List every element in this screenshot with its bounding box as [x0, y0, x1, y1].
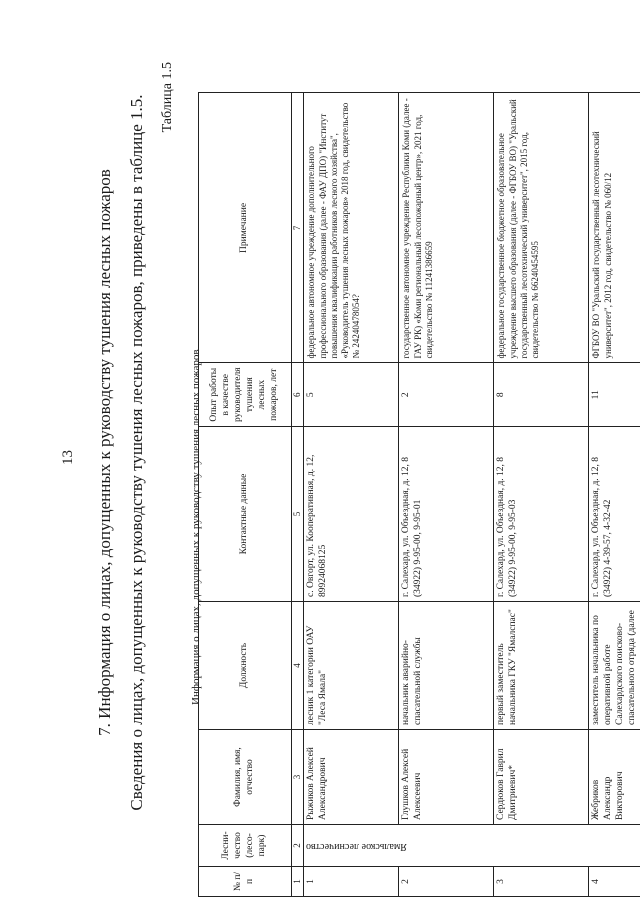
person-name: Глушков Алексей Алексеевич: [399, 730, 494, 825]
col-number: 5: [292, 427, 304, 602]
col-header-contacts: Контактные данные: [199, 427, 292, 602]
col-header-forestry: Лесни-чество (лесо-парк): [199, 825, 292, 867]
person-notes: государственное автономное учреждение Республики Коми (далее - ГАУ РК) «Коми региональный лесопожарный центр», 2021 год, свидетельство № 11241386659: [399, 93, 494, 363]
person-notes: федеральное государственное бюджетное образовательное учреждение высшего образования (далее - ФГБОУ ВО) "Уральский государственный лесотехнический университет", 2015 год, свидетельство № 66240454595: [494, 93, 589, 363]
col-number: 3: [292, 730, 304, 825]
section-heading: 7. Информация о лицах, допущенных к руководству тушения лесных пожаров: [95, 169, 114, 736]
person-experience: 2: [399, 363, 494, 427]
person-contacts: г. Салехард, ул. Объездная, д. 12, 8 (34922) 9-95-00, 9-95-01: [399, 427, 494, 602]
col-header-name: Фамилия, имя, отчество: [199, 730, 292, 825]
person-experience: 5: [304, 363, 399, 427]
table-caption: Информация о лицах, допущенных к руководству тушения лесных пожаров: [190, 349, 202, 705]
col-header-experience: Опыт работы в качестве руководителя тушения лесных пожаров, лет: [199, 363, 292, 427]
table-header-row: [199, 93, 292, 897]
person-notes: федеральное автономное учреждение дополнительного профессионального образования (далее - ФАУ ДПО) "Институт повышения квалификации работников лесного хозяйства", «Руководитель тушения лесных пожаров» 2018 год, свидетельство № 24240478054?: [304, 93, 399, 363]
person-name: Сердюков Гаврил Дмитриевич*: [494, 730, 589, 825]
table-label: Таблица 1.5: [160, 62, 175, 133]
row-number: 3: [494, 867, 589, 897]
person-notes: ФГБОУ ВО "Уральский государственный лесотехнический университет", 2012 год, свидетельство № 060/12: [589, 93, 640, 363]
forestry-cell: [304, 825, 640, 867]
person-contacts: с. Овгорт, ул. Кооперативная, д. 12, 89924068125: [304, 427, 399, 602]
col-number: 2: [292, 825, 304, 867]
col-header-number: № п/п: [199, 867, 292, 897]
row-number: 4: [589, 867, 640, 897]
table-row: [494, 93, 589, 897]
person-contacts: г. Салехард, ул. Объездная, д. 12, 8 (34922) 4-39-57, 4-32-42: [589, 427, 640, 602]
col-number: 1: [292, 867, 304, 897]
col-header-position: Должность: [199, 602, 292, 730]
person-position: первый заместитель начальника ГКУ "Ямалспас": [494, 602, 589, 730]
person-position: лесник 1 категории ОАУ "Леса Ямала": [304, 602, 399, 730]
table-row: [399, 93, 494, 897]
person-position: заместитель начальника по оперативной работе Салехардского поисково-спасательного отряда (далее: [589, 602, 640, 730]
col-number: 4: [292, 602, 304, 730]
table-row: [589, 93, 640, 897]
page-number: 13: [60, 450, 76, 465]
row-number: 2: [399, 867, 494, 897]
column-number-row: [292, 93, 304, 897]
col-number: 6: [292, 363, 304, 427]
person-experience: 8: [494, 363, 589, 427]
person-position: начальник аварийно-спасательной службы: [399, 602, 494, 730]
section-subheading: Сведения о лицах, допущенных к руководству тушения лесных пожаров, приведены в таблице 1.5.: [127, 94, 146, 811]
person-name: Рыжиков Алексей Александрович: [304, 730, 399, 825]
table-row: [304, 93, 399, 897]
person-contacts: г. Салехард, ул. Объездная, д. 12, 8 (34922) 9-95-00, 9-95-03: [494, 427, 589, 602]
person-name: Жебриков Александр Викторович: [589, 730, 640, 825]
row-number: 1: [304, 867, 399, 897]
person-experience: 11: [589, 363, 640, 427]
persons-table: [198, 92, 640, 897]
col-header-notes: Примечание: [199, 93, 292, 363]
col-number: 7: [292, 93, 304, 363]
forestry-name: Ямальское лесничество: [306, 840, 408, 852]
